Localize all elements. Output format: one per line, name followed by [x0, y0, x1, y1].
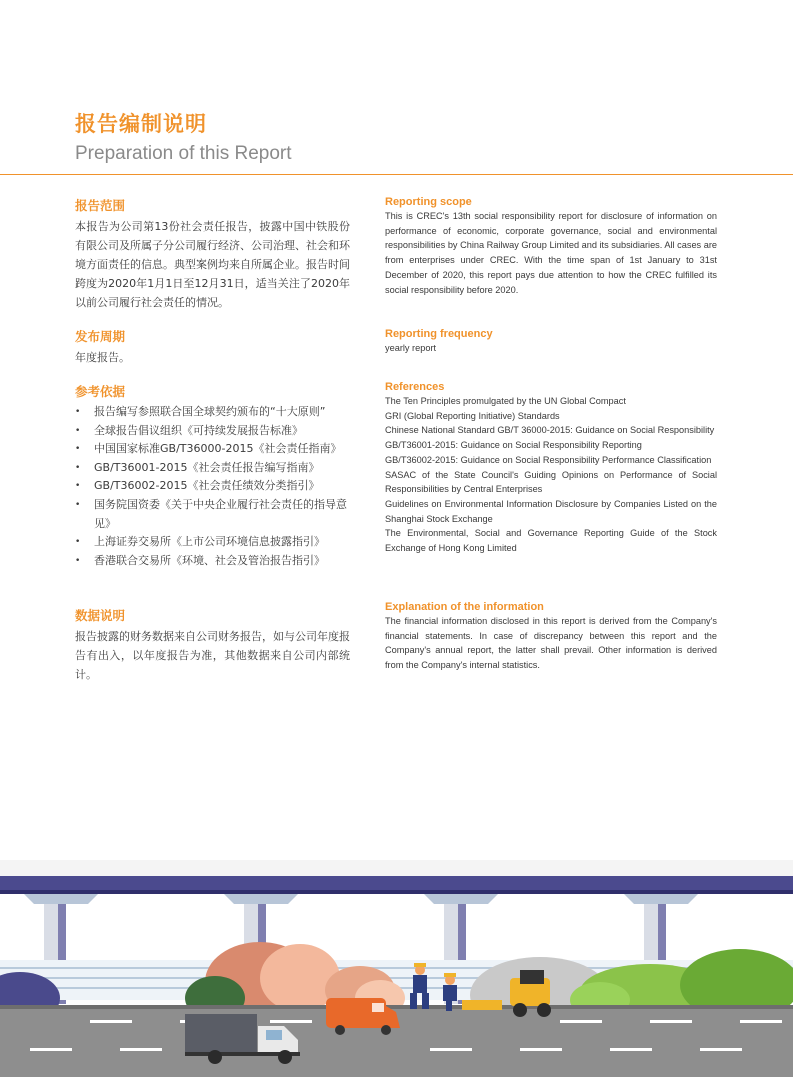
- reference-item-en: The Ten Principles promulgated by the UN Global Compact: [385, 396, 626, 406]
- scope-section-en: [385, 196, 717, 297]
- page-title-cn: 报告编制说明: [75, 112, 207, 136]
- reference-item-cn: • GB/T36002-2015《社会责任绩效分类指引》: [75, 477, 350, 496]
- references-heading-en: References: [385, 381, 445, 393]
- frequency-text-en: yearly report: [385, 343, 437, 353]
- scope-text-en: This is CREC's 13th social responsibility report for disclosure of information on performance of economic, corporate governance, social and environmental responsibilities by China Railway Group Limited and its subsidiaries. All cases are from enterprises under CREC. With the time span of 1st January to 31st December of 2020, this report pays due attention to how the CREC fulfilled its social responsibility before 2020.: [385, 211, 717, 295]
- reference-item-en: GRI (Global Reporting Initiative) Standards: [385, 410, 560, 421]
- frequency-text-cn: 年度报告。: [75, 351, 130, 364]
- reference-item-cn: • 中国国家标准GB/T36000-2015《社会责任指南》: [75, 440, 350, 459]
- frequency-section-en: [385, 328, 717, 356]
- railway-construction-illustration: [0, 860, 793, 1077]
- data-note-section-cn: [75, 606, 350, 684]
- references-list-cn: [75, 403, 350, 570]
- data-note-text-cn: 报告披露的财务数据来自公司财务报告，如与公司年度报告有出入，以年度报告为准，其他数据来自公司内部统计。: [75, 630, 350, 681]
- scope-heading-en: Reporting scope: [385, 196, 472, 208]
- data-note-section-en: [385, 601, 717, 673]
- frequency-heading-cn: 发布周期: [75, 329, 126, 344]
- road-curb: [0, 1005, 793, 1009]
- reference-item-en: Guidelines on Environmental Information Disclosure by Companies Listed on the Shanghai Stock Exchange: [385, 498, 717, 524]
- reference-item-cn: • 香港联合交易所《环境、社会及管治报告指引》: [75, 552, 350, 571]
- data-note-heading-en: Explanation of the information: [385, 601, 544, 613]
- references-list-en: [385, 394, 717, 556]
- data-note-text-en: The financial information disclosed in this report is derived from the Company's financial statements. In case of discrepancy between this report and the Company's annual report, the latter shall prevail. Other information is derived from the Company's internal statistics.: [385, 616, 717, 671]
- page-title-en: Preparation of this Report: [75, 143, 292, 164]
- references-section-en: [385, 381, 717, 556]
- bridge-deck-edge: [0, 890, 793, 894]
- bridge-deck: [0, 876, 793, 890]
- frequency-section-cn: [75, 327, 350, 367]
- scope-heading-cn: 报告范围: [75, 198, 126, 213]
- references-heading-cn: 参考依据: [75, 384, 126, 399]
- references-section-cn: [75, 382, 350, 570]
- reference-item-cn: • 报告编写参照联合国全球契约颁布的“十大原则”: [75, 403, 350, 422]
- reference-item-cn: • 国务院国资委《关于中央企业履行社会责任的指导意见》: [75, 496, 350, 533]
- reference-item-en: The Environmental, Social and Governance Reporting Guide of the Stock Exchange of Hong Kong Limited: [385, 528, 717, 554]
- scope-section-cn: [75, 196, 350, 312]
- frequency-heading-en: Reporting frequency: [385, 328, 493, 340]
- reference-item-en: Chinese National Standard GB/T 36000-2015: Guidance on Social Responsibility: [385, 425, 715, 436]
- reference-item-en: GB/T36001-2015: Guidance on Social Responsibility Reporting: [385, 440, 642, 451]
- reference-item-en: GB/T36002-2015: Guidance on Social Responsibility Performance Classification: [385, 454, 712, 465]
- reference-item-cn: • 全球报告倡议组织《可持续发展报告标准》: [75, 422, 350, 441]
- reference-item-cn: • 上海证券交易所《上市公司环境信息披露指引》: [75, 533, 350, 552]
- data-note-heading-cn: 数据说明: [75, 608, 126, 623]
- reference-item-en: SASAC of the State Council's Guiding Opinions on Performance of Social Responsibilities by Central Enterprises: [385, 469, 717, 495]
- title-divider: [0, 174, 793, 175]
- scope-text-cn: 本报告为公司第13份社会责任报告，披露中国中铁股份有限公司及所属子分公司履行经济、公司治理、社会和环境方面责任的信息。典型案例均来自所属企业。报告时间跨度为2020年1月1日至12月31日，适当关注了2020年以前公司履行社会责任的情况。: [75, 220, 350, 309]
- reference-item-cn: • GB/T36001-2015《社会责任报告编写指南》: [75, 459, 350, 478]
